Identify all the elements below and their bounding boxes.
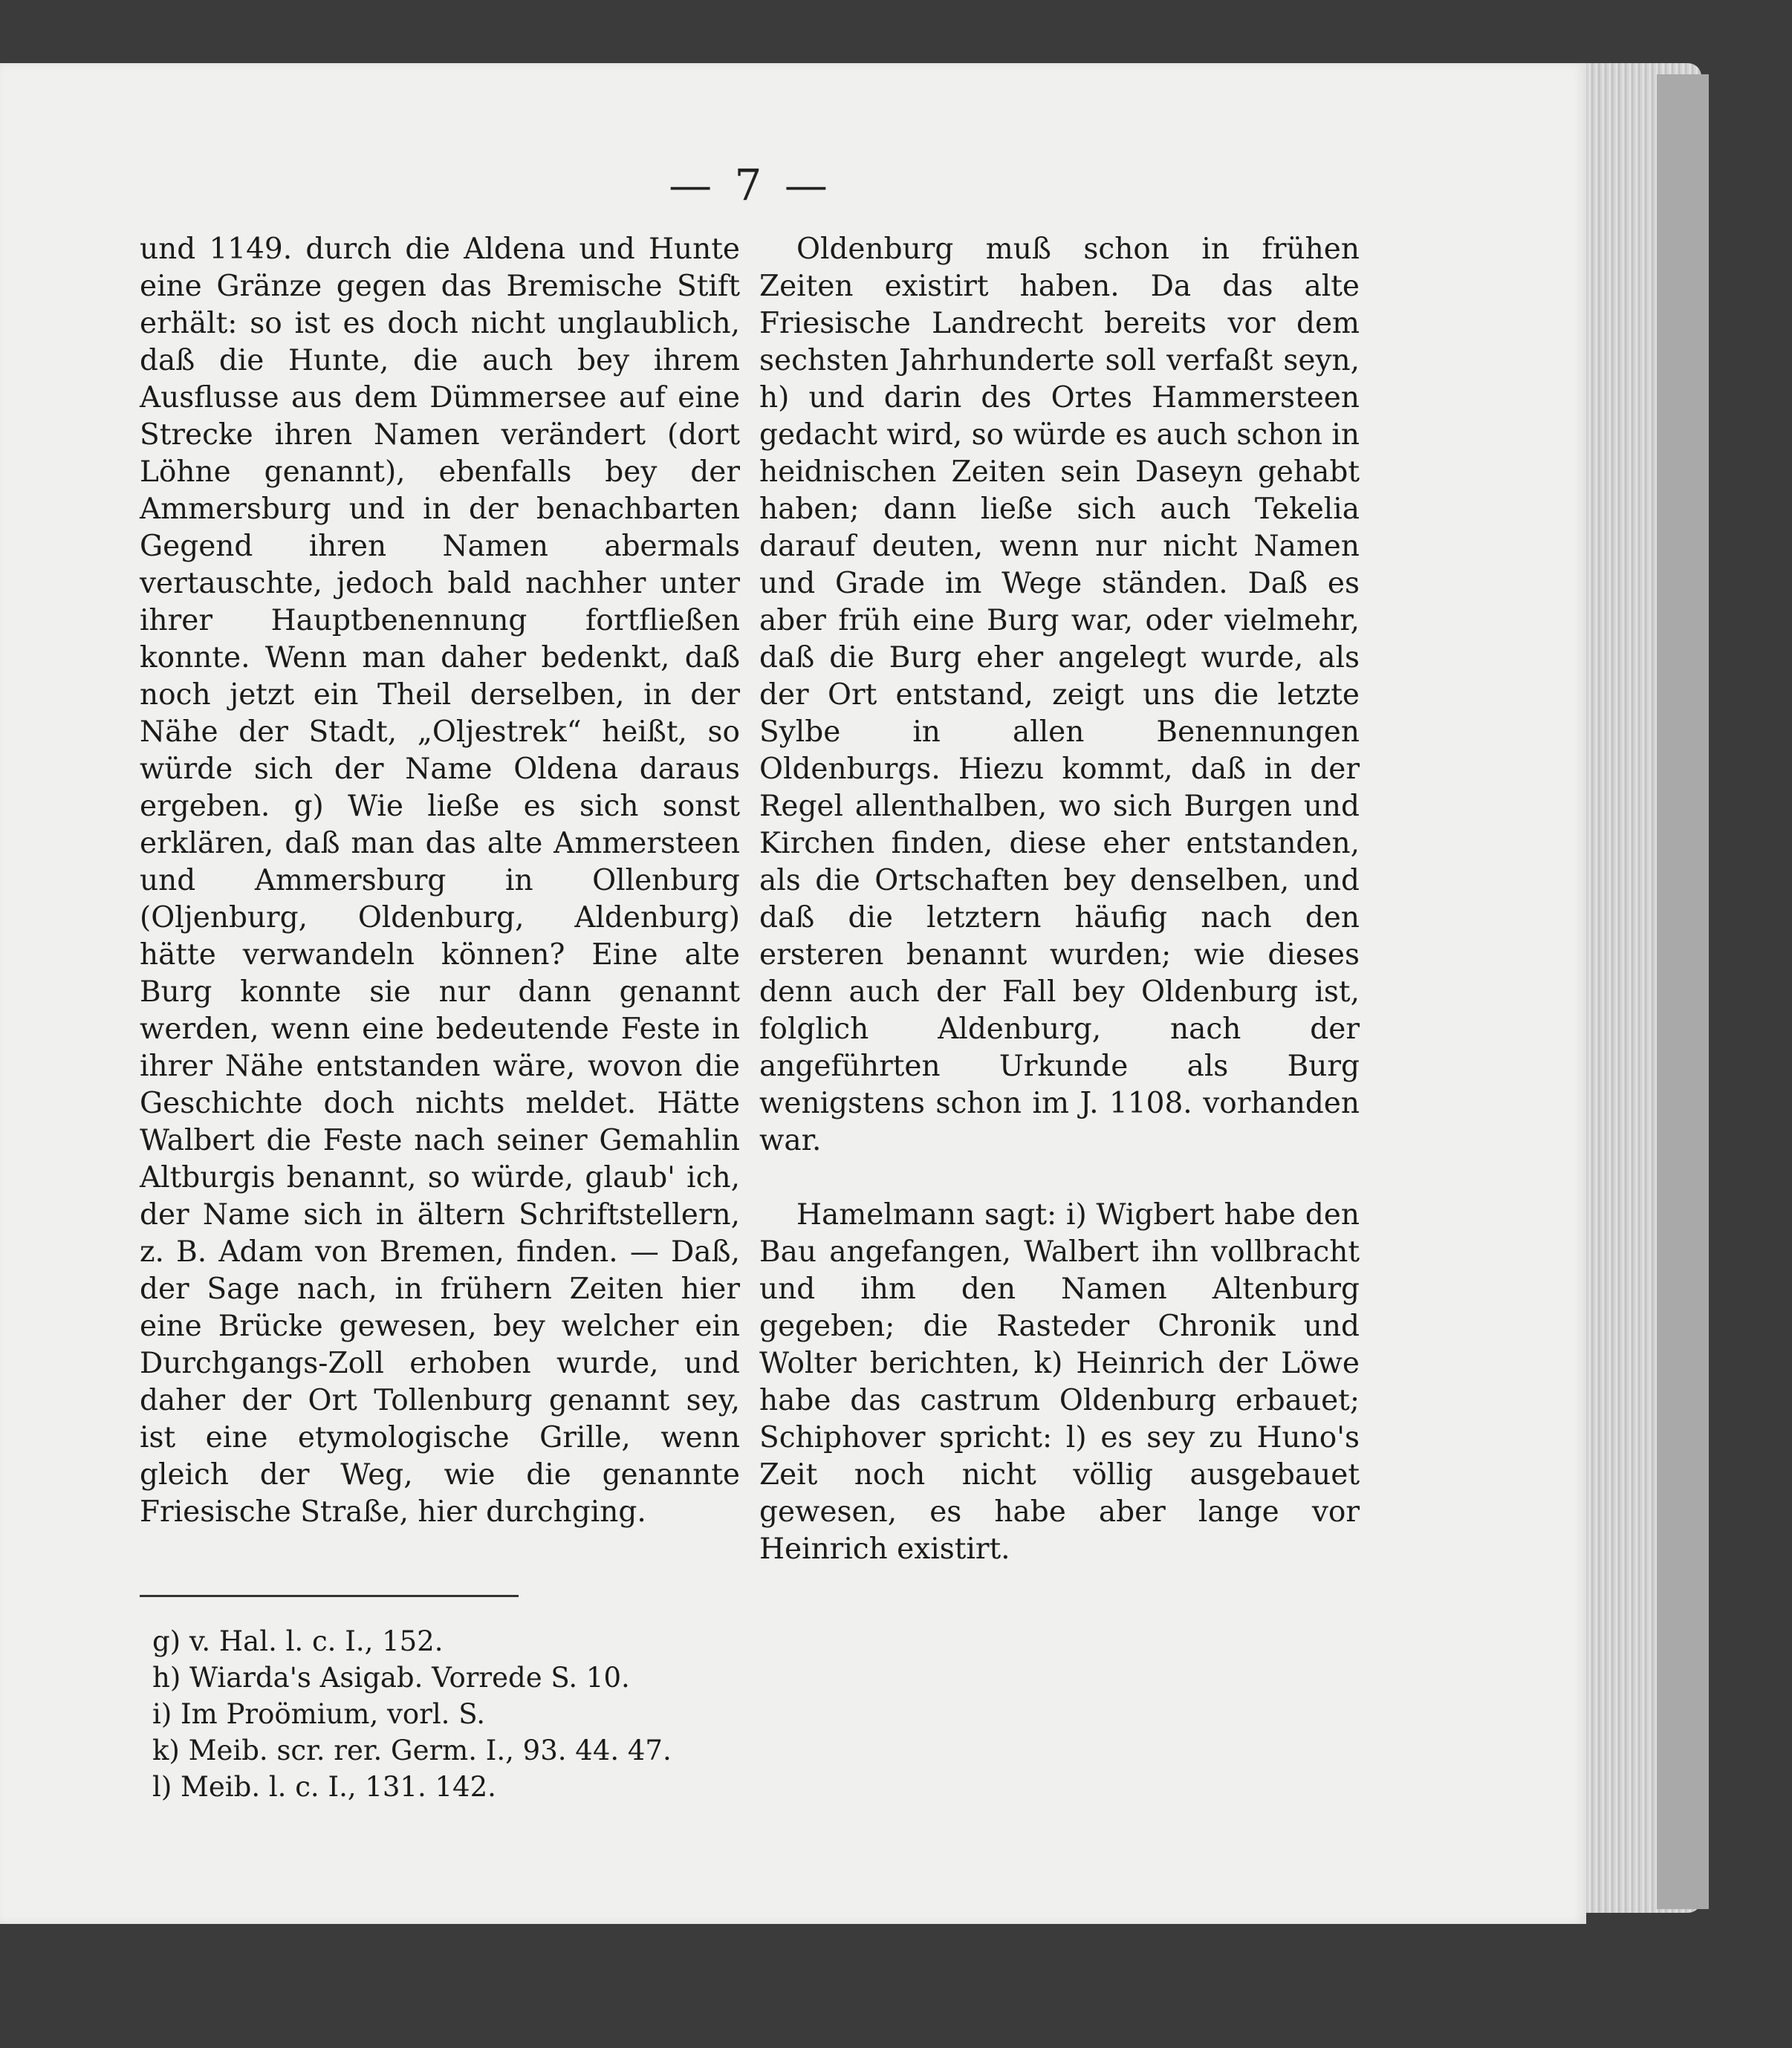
right-paragraph-2: Hamelmann sagt: i) Wigbert habe den Bau angefangen, Walbert ihn vollbracht und ihm den Namen Altenburg gegeben; die Rasteder Chronik und Wolter berichten, k) Heinrich der Löwe habe das castrum Oldenburg erbauet; Schiphover spricht: l) es sey zu Huno's Zeit noch nicht völlig ausgebauet gewesen, es habe aber lange vor Heinrich existirt. [759, 1197, 1360, 1566]
left-paragraph-1: und 1149. durch die Aldena und Hunte eine Gränze gegen das Bremische Stift erhält: so ist es doch nicht unglaublich, daß die Hunte, die auch bey ihrem Ausflusse aus dem Dümmersee auf eine Strecke ihren Namen verändert (dort Löhne genannt), ebenfalls bey der Ammersburg und in der benachbarten Gegend ihren Namen abermals vertauschte, jedoch bald nachher unter ihrer Hauptbenennung fortfließen konnte. Wenn man daher bedenkt, daß noch jetzt ein Theil derselben, in der Nähe der Stadt, „Oljestrek“ heißt, so würde sich der Name Oldena daraus ergeben. g) Wie ließe es sich sonst erklären, daß man das alte Ammersteen und Ammersburg in Ollenburg (Oljenburg, Oldenburg, Aldenburg) hätte verwandeln können? Eine alte Burg konnte sie nur dann genannt werden, wenn eine bedeutende Feste in ihrer Nähe entstanden wäre, wovon die Geschichte doch nichts meldet. Hätte Walbert die Feste nach seiner Gemahlin Altburgis benannt, so würde, glaub' ich, der Name sich in ältern Schriftstellern, z. B. Adam von Bremen, finden. — Daß, der Sage nach, in frühern Zeiten hier eine Brücke gewesen, bey welcher ein Durchgangs-Zoll erhoben wurde, und daher der Ort Tollenburg genannt sey, ist eine etymologische Grille, wenn gleich der Weg, wie die genannte Friesische Straße, hier durchging. [140, 232, 740, 1529]
footnote-i: i) Im Proömium, vorl. S. [152, 1698, 485, 1730]
footnote-h: h) Wiarda's Asigab. Vorrede S. 10. [152, 1662, 630, 1694]
footnotes [152, 1623, 821, 1805]
right-paragraph-1: Oldenburg muß schon in frühen Zeiten existirt haben. Da das alte Friesische Landrecht bereits vor dem sechsten Jahrhunderte soll verfaßt seyn, h) und darin des Ortes Hammersteen gedacht wird, so würde es auch schon in heidnischen Zeiten sein Daseyn gehabt haben; dann ließe sich auch Tekelia darauf deuten, wenn nur nicht Namen und Grade im Wege ständen. Daß es aber früh eine Burg war, oder vielmehr, daß die Burg eher angelegt wurde, als der Ort entstand, zeigt uns die letzte Sylbe in allen Benennungen Oldenburgs. Hiezu kommt, daß in der Regel allenthalben, wo sich Burgen und Kirchen finden, diese eher entstanden, als die Ortschaften bey denselben, und daß die letztern häufig nach den ersteren benannt wurden; wie dieses denn auch der Fall bey Oldenburg ist, folglich Aldenburg, nach der angeführten Urkunde als Burg wenigstens schon im J. 1108. vorhanden war. [759, 232, 1360, 1157]
footnote-l: l) Meib. l. c. I., 131. 142. [152, 1771, 496, 1803]
footnote-k: k) Meib. scr. rer. Germ. I., 93. 44. 47. [152, 1735, 672, 1766]
left-column [140, 230, 740, 1530]
book-cover [1657, 74, 1709, 1909]
right-column [759, 230, 1360, 1567]
page-number: — 7 — [669, 160, 832, 210]
footnote-rule [140, 1595, 519, 1597]
footnote-g: g) v. Hal. l. c. I., 152. [152, 1625, 444, 1657]
